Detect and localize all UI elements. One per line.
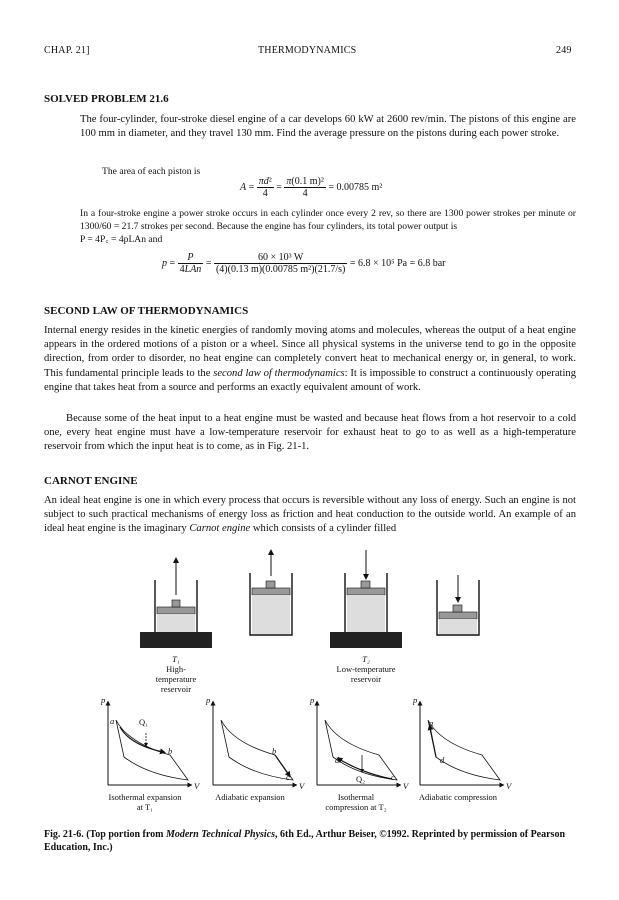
second-law-paragraph-1: Internal energy resides in the kinetic energies of randomly moving atoms and molecules, whereas the output of a heat engine appears in the ordered motions of a piston or a wheel. Since all physical systems in the universe tend to go in the opposite direction, from order to disorder, no heat engine can completely convert heat to mechanical energy or, in general, to work. This fundamental principle leads to the second law of thermodynamics: It is impossible to construct a continuously operating engine that takes heat from a source and performs an exactly equivalent amount of work. — [44, 325, 577, 393]
hot-reservoir-label: T₁ High-temperature reservoir — [155, 654, 197, 694]
cold-reservoir-block — [330, 632, 402, 648]
second-law-heading: SECOND LAW OF THERMODYNAMICS — [44, 305, 249, 317]
figure-caption: Fig. 21-6. (Top portion from Modern Technical Physics, 6th Ed., Arthur Beiser, ©1992. Reprinted by permission of Pearson Education, Inc.) — [44, 829, 566, 853]
v-axis-1: V — [194, 781, 200, 791]
graph-label-2: Adiabatic expansion — [215, 792, 285, 802]
v-axis-4: V — [506, 781, 512, 791]
graph-label-1: Isothermal expansion at T₁ — [108, 792, 182, 812]
point-c-2: c — [286, 772, 290, 782]
page-number: 249 — [556, 45, 572, 56]
area-equation: A = $\frac{\text{πd²}}{4}$ = $\frac{\text{π(0.1 m)²}}{4}$ = 0.00785 m² — [240, 176, 383, 199]
p-axis-1: p — [101, 695, 106, 705]
p-axis-4: p — [413, 695, 418, 705]
pv-graph-isothermal-compression — [317, 703, 399, 785]
area-result: = 0.00785 m² — [328, 181, 383, 193]
pv-graph-adiabatic-expansion — [213, 703, 295, 785]
point-b-1: b — [168, 746, 173, 756]
pv-graph-adiabatic-compression — [420, 703, 502, 785]
point-a-4: a — [429, 718, 434, 728]
point-a-1: a — [110, 716, 115, 726]
cylinder-3 — [330, 550, 402, 648]
solved-problem-heading: SOLVED PROBLEM 21.6 — [44, 93, 169, 105]
pressure-numerator: 60 × 10³ W — [214, 252, 347, 264]
power-explanation: In a four-stroke engine a power stroke occurs in each cylinder once every 2 rev, so there are 1300 power strokes per minute or 1300/60 = 21.7 strokes per second. Because the engine has four cylinders, its total power output is — [80, 208, 576, 232]
graph-label-4: Adiabatic compression — [418, 792, 498, 802]
cylinder-1 — [140, 560, 212, 648]
power-equation: P = 4P꜀ = 4pLAn and — [80, 234, 163, 245]
p-axis-2: p — [206, 695, 211, 705]
point-c-3: c — [391, 772, 395, 782]
v-axis-3: V — [403, 781, 409, 791]
v-axis-2: V — [299, 781, 305, 791]
point-d-3: d — [335, 755, 340, 765]
cold-reservoir-label: T₂ Low-temperature reservoir — [336, 654, 396, 684]
graph-label-3: Isothermal compression at T₂ — [325, 792, 387, 812]
chapter-label: CHAP. 21] — [44, 45, 90, 56]
q2-label: Q₂ — [356, 774, 366, 784]
cylinder-2 — [250, 552, 292, 635]
carnot-paragraph: An ideal heat engine is one in which every process that occurs is reversible without any loss of energy. Such an engine is not subject to such practical mechanisms of energy loss as friction and heat conduction to the outside world. An example of an ideal heat engine is the imaginary Carnot engine which consists of a cylinder filled — [44, 495, 576, 535]
cylinder-4 — [437, 575, 479, 635]
area-intro: The area of each piston is — [102, 166, 201, 177]
carnot-heading: CARNOT ENGINE — [44, 475, 138, 487]
pv-graph-isothermal-expansion — [108, 703, 190, 785]
p-axis-3: p — [310, 695, 315, 705]
second-law-paragraph-2: Because some of the heat input to a heat engine must be wasted and because heat flows from a hot reservoir to a cold one, every heat engine must have a low-temperature reservoir for exhaust heat to go to as well as a high-temperature reservoir from which the input heat is to come, as in Fig. 21-1. — [44, 413, 576, 453]
pressure-result: = 6.8 × 10⁵ Pa = 6.8 bar — [349, 257, 446, 269]
hot-reservoir-block-1 — [140, 632, 212, 648]
running-title: THERMODYNAMICS — [258, 45, 357, 56]
q1-label: Q₁ — [139, 717, 149, 727]
pressure-denominator: (4)(0.13 m)(0.00785 m²)(21.7/s) — [215, 264, 346, 275]
point-b-2: b — [272, 746, 277, 756]
problem-statement: The four-cylinder, four-stroke diesel engine of a car develops 60 kW at 2600 rev/min. The pistons of this engine are 100 mm in diameter, and they travel 130 mm. Find the average pressure on the pistons during each power stroke. — [80, 114, 576, 140]
pv-diagrams — [0, 695, 619, 795]
point-d-4: d — [440, 755, 445, 765]
pressure-equation: p = $\frac{P}{\text{4LAn}}$ = $\frac{\text{60 × 10³ W}}{\text{(4)(0.13 m)(0.00785 m²)(21.7/s)}}$ = 6.8 × 10⁵ Pa = 6.8 bar — [162, 252, 446, 275]
